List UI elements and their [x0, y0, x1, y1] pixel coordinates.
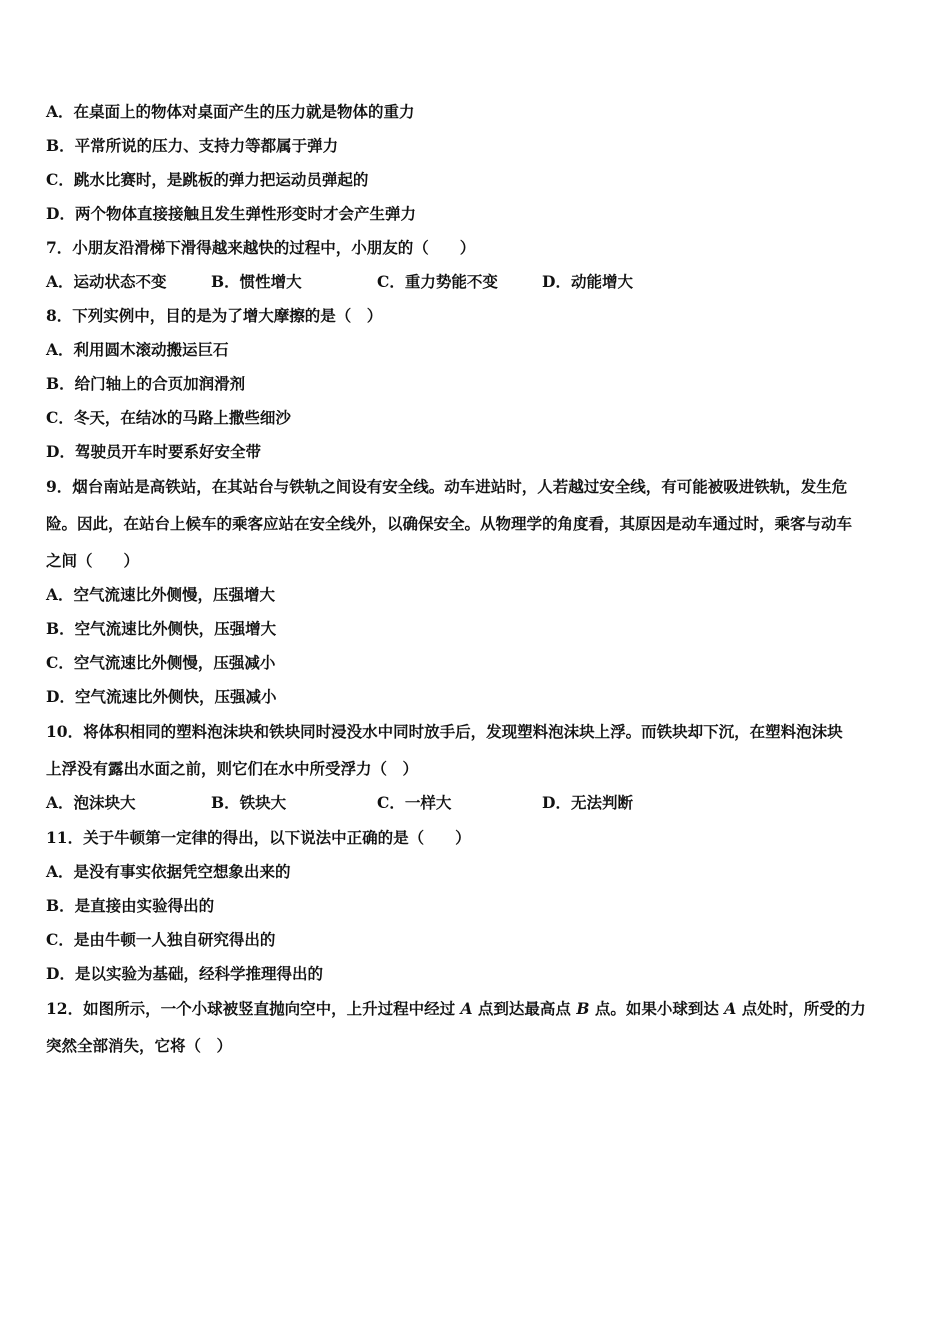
q6-option-a: A．在桌面上的物体对桌面产生的压力就是物体的重力: [46, 102, 415, 121]
q8-option-c: C．冬天，在结冰的马路上撒些细沙: [46, 408, 291, 427]
q10-stem-line-2: 上浮没有露出水面之前，则它们在水中所受浮力（ ）: [46, 759, 419, 778]
q11-option-c: C．是由牛顿一人独自研究得出的: [46, 930, 276, 949]
point-a-label-2: A: [724, 999, 737, 1018]
q9-option-d: D．空气流速比外侧快，压强减小: [46, 687, 277, 706]
q11-option-b: B．是直接由实验得出的: [46, 896, 215, 915]
q9-stem-line-1: 9．烟台南站是高铁站，在其站台与铁轨之间设有安全线。动车进站时，人若越过安全线，有可能被吸进铁轨，发生危: [46, 477, 848, 496]
q7-option-c: C．重力势能不变: [377, 272, 498, 291]
q9-option-a: A．空气流速比外侧慢，压强增大: [46, 585, 276, 604]
q11-option-a: A．是没有事实依据凭空想象出来的: [46, 862, 291, 881]
q11-option-d: D．是以实验为基础，经科学推理得出的: [46, 964, 323, 983]
q10-option-a: A．泡沫块大: [46, 793, 136, 812]
q12-stem-line-1: [46, 999, 906, 1019]
q9-option-c: C．空气流速比外侧慢，压强减小: [46, 653, 276, 672]
q10-option-b: B．铁块大: [211, 793, 287, 812]
point-a-label: A: [460, 999, 473, 1018]
q12-text-1: 12．如图所示，一个小球被竖直抛向空中，上升过程中经过: [46, 999, 456, 1018]
q7-option-d: D．动能增大: [542, 272, 633, 291]
q7-stem: 7．小朋友沿滑梯下滑得越来越快的过程中，小朋友的（ ）: [46, 238, 476, 257]
q6-option-b: B．平常所说的压力、支持力等都属于弹力: [46, 136, 339, 155]
q10-option-d: D．无法判断: [542, 793, 633, 812]
q9-stem-line-3: 之间（ ）: [46, 551, 140, 570]
q12-text-2: 点到达最高点: [477, 999, 571, 1018]
q8-option-b: B．给门轴上的合页加润滑剂: [46, 374, 246, 393]
q12-stem-line-2: 突然全部消失，它将（ ）: [46, 1036, 233, 1055]
q10-option-c: C．一样大: [377, 793, 452, 812]
q9-stem-line-2: 险。因此，在站台上候车的乘客应站在安全线外，以确保安全。从物理学的角度看，其原因是动车通过时，乘客与动车: [46, 514, 853, 533]
q6-option-c: C．跳水比赛时，是跳板的弹力把运动员弹起的: [46, 170, 369, 189]
q6-option-d: D．两个物体直接接触且发生弹性形变时才会产生弹力: [46, 204, 416, 223]
point-b-label: B: [576, 999, 590, 1018]
q8-option-a: A．利用圆木滚动搬运巨石: [46, 340, 229, 359]
q7-option-b: B．惯性增大: [211, 272, 302, 291]
q9-option-b: B．空气流速比外侧快，压强增大: [46, 619, 277, 638]
q8-option-d: D．驾驶员开车时要系好安全带: [46, 442, 261, 461]
q12-text-4: 点处时，所受的力: [741, 999, 866, 1018]
q11-stem: 11．关于牛顿第一定律的得出，以下说法中正确的是（ ）: [46, 828, 471, 847]
q7-option-a: A．运动状态不变: [46, 272, 167, 291]
q10-stem-line-1: 10．将体积相同的塑料泡沫块和铁块同时浸没水中同时放手后，发现塑料泡沫块上浮。而铁块却下沉，在塑料泡沫块: [46, 722, 843, 741]
q12-text-3: 点。如果小球到达: [594, 999, 719, 1018]
q8-stem: 8．下列实例中，目的是为了增大摩擦的是（ ）: [46, 306, 383, 325]
